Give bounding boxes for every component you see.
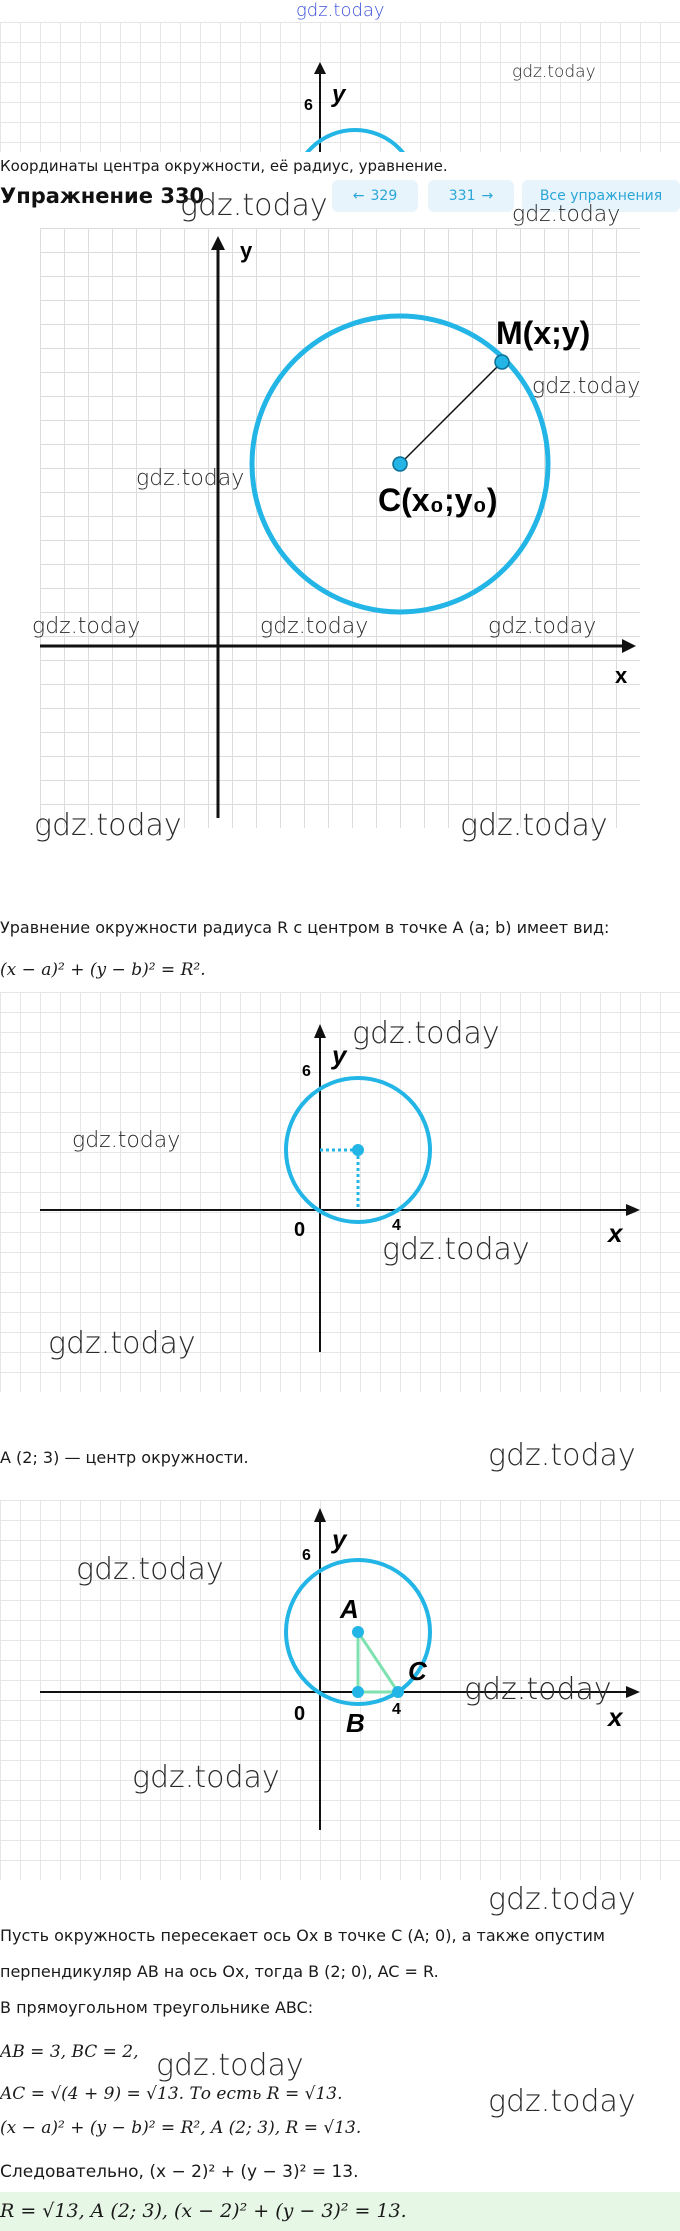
arrow-right-icon: → <box>481 188 494 204</box>
x-axis-label: x <box>615 663 628 688</box>
answer-box <box>0 2192 680 2231</box>
solution-line-5: AC = √(4 + 9) = √13. То есть R = √13. <box>0 2084 343 2104</box>
top-diagram-y-tick: 6 <box>304 97 313 114</box>
watermark: gdz.today <box>48 1326 196 1361</box>
point-c-label: C(x₀;y₀) <box>378 482 498 518</box>
arrow-left-icon: ← <box>352 188 365 204</box>
figure1-svg <box>40 228 640 828</box>
solution-line-6: (x − a)² + (y − b)² = R², A (2; 3), R = √13. <box>0 2118 362 2138</box>
watermark: gdz.today <box>34 808 182 843</box>
next-exercise-label: 331 <box>448 188 476 204</box>
top-watermark: gdz.today <box>296 0 385 21</box>
point-m-label: M(x;y) <box>496 315 591 351</box>
intro-line-2: (x − a)² + (y − b)² = R². <box>0 960 206 980</box>
watermark: gdz.today <box>76 1552 224 1587</box>
watermark: gdz.today <box>464 1672 612 1707</box>
watermark: gdz.today <box>180 188 328 223</box>
figure3-x-tick: 4 <box>392 1701 401 1718</box>
watermark: gdz.today <box>72 1128 181 1153</box>
figure3-x-label: x <box>608 1702 623 1732</box>
solution-line-4: AB = 3, BC = 2, <box>0 2042 139 2062</box>
watermark: gdz.today <box>352 1016 500 1051</box>
watermark: gdz.today <box>488 1882 636 1917</box>
intro-line-1: Уравнение окружности радиуса R с центром в точке A (a; b) имеет вид: <box>0 918 610 937</box>
figure3-origin: 0 <box>294 1703 306 1725</box>
watermark: gdz.today <box>488 2084 636 2119</box>
point-a-label: A <box>340 1594 359 1624</box>
section-caption: Координаты центра окружности, её радиус, уравнение. <box>0 157 448 175</box>
next-exercise-button[interactable] <box>428 180 514 212</box>
prev-exercise-label: 329 <box>370 188 398 204</box>
figure-circle-general <box>40 228 640 828</box>
watermark: gdz.today <box>136 466 245 491</box>
figure3-y-label: y <box>332 1524 347 1554</box>
solution-line-1: Пусть окружность пересекает ось Ox в точке C (A; 0), а также опустим <box>0 1926 605 1945</box>
figure3-y-tick: 6 <box>302 1547 311 1564</box>
watermark: gdz.today <box>156 2048 304 2083</box>
watermark: gdz.today <box>488 1438 636 1473</box>
figure2-y-label: y <box>332 1040 347 1070</box>
watermark: gdz.today <box>260 614 369 639</box>
solution-line-2: перпендикуляр AB на ось Ox, тогда B (2; 0), AC = R. <box>0 1962 439 1981</box>
figure2-origin: 0 <box>294 1219 306 1241</box>
figure2-x-tick: 4 <box>392 1217 401 1234</box>
solution-line-7: Следовательно, (x − 2)² + (y − 3)² = 13. <box>0 2162 359 2182</box>
page-title: Упражнение 330 <box>0 184 205 208</box>
y-axis-label: y <box>240 238 253 263</box>
figure2-y-tick: 6 <box>302 1063 311 1080</box>
watermark: gdz.today <box>512 202 621 227</box>
point-c-label: C <box>408 1656 427 1686</box>
top-diagram-y-label: y <box>332 81 346 108</box>
top-diagram <box>0 22 680 152</box>
watermark: gdz.today <box>532 374 641 399</box>
watermark: gdz.today <box>512 62 596 82</box>
all-exercises-label: Все упражнения <box>539 188 663 204</box>
watermark: gdz.today <box>132 1760 280 1795</box>
solution-line-3: В прямоугольном треугольнике ABC: <box>0 1998 314 2017</box>
watermark: gdz.today <box>460 808 608 843</box>
watermark: gdz.today <box>32 614 141 639</box>
watermark: gdz.today <box>488 614 597 639</box>
point-b-label: B <box>346 1708 365 1738</box>
figure2-x-label: x <box>608 1218 623 1248</box>
prev-exercise-button[interactable] <box>332 180 418 212</box>
watermark: gdz.today <box>382 1232 530 1267</box>
answer-text: R = √13, A (2; 3), (x − 2)² + (y − 3)² = 13. <box>0 2200 407 2222</box>
center-statement: A (2; 3) — центр окружности. <box>0 1448 249 1467</box>
top-diagram-svg <box>0 22 680 152</box>
